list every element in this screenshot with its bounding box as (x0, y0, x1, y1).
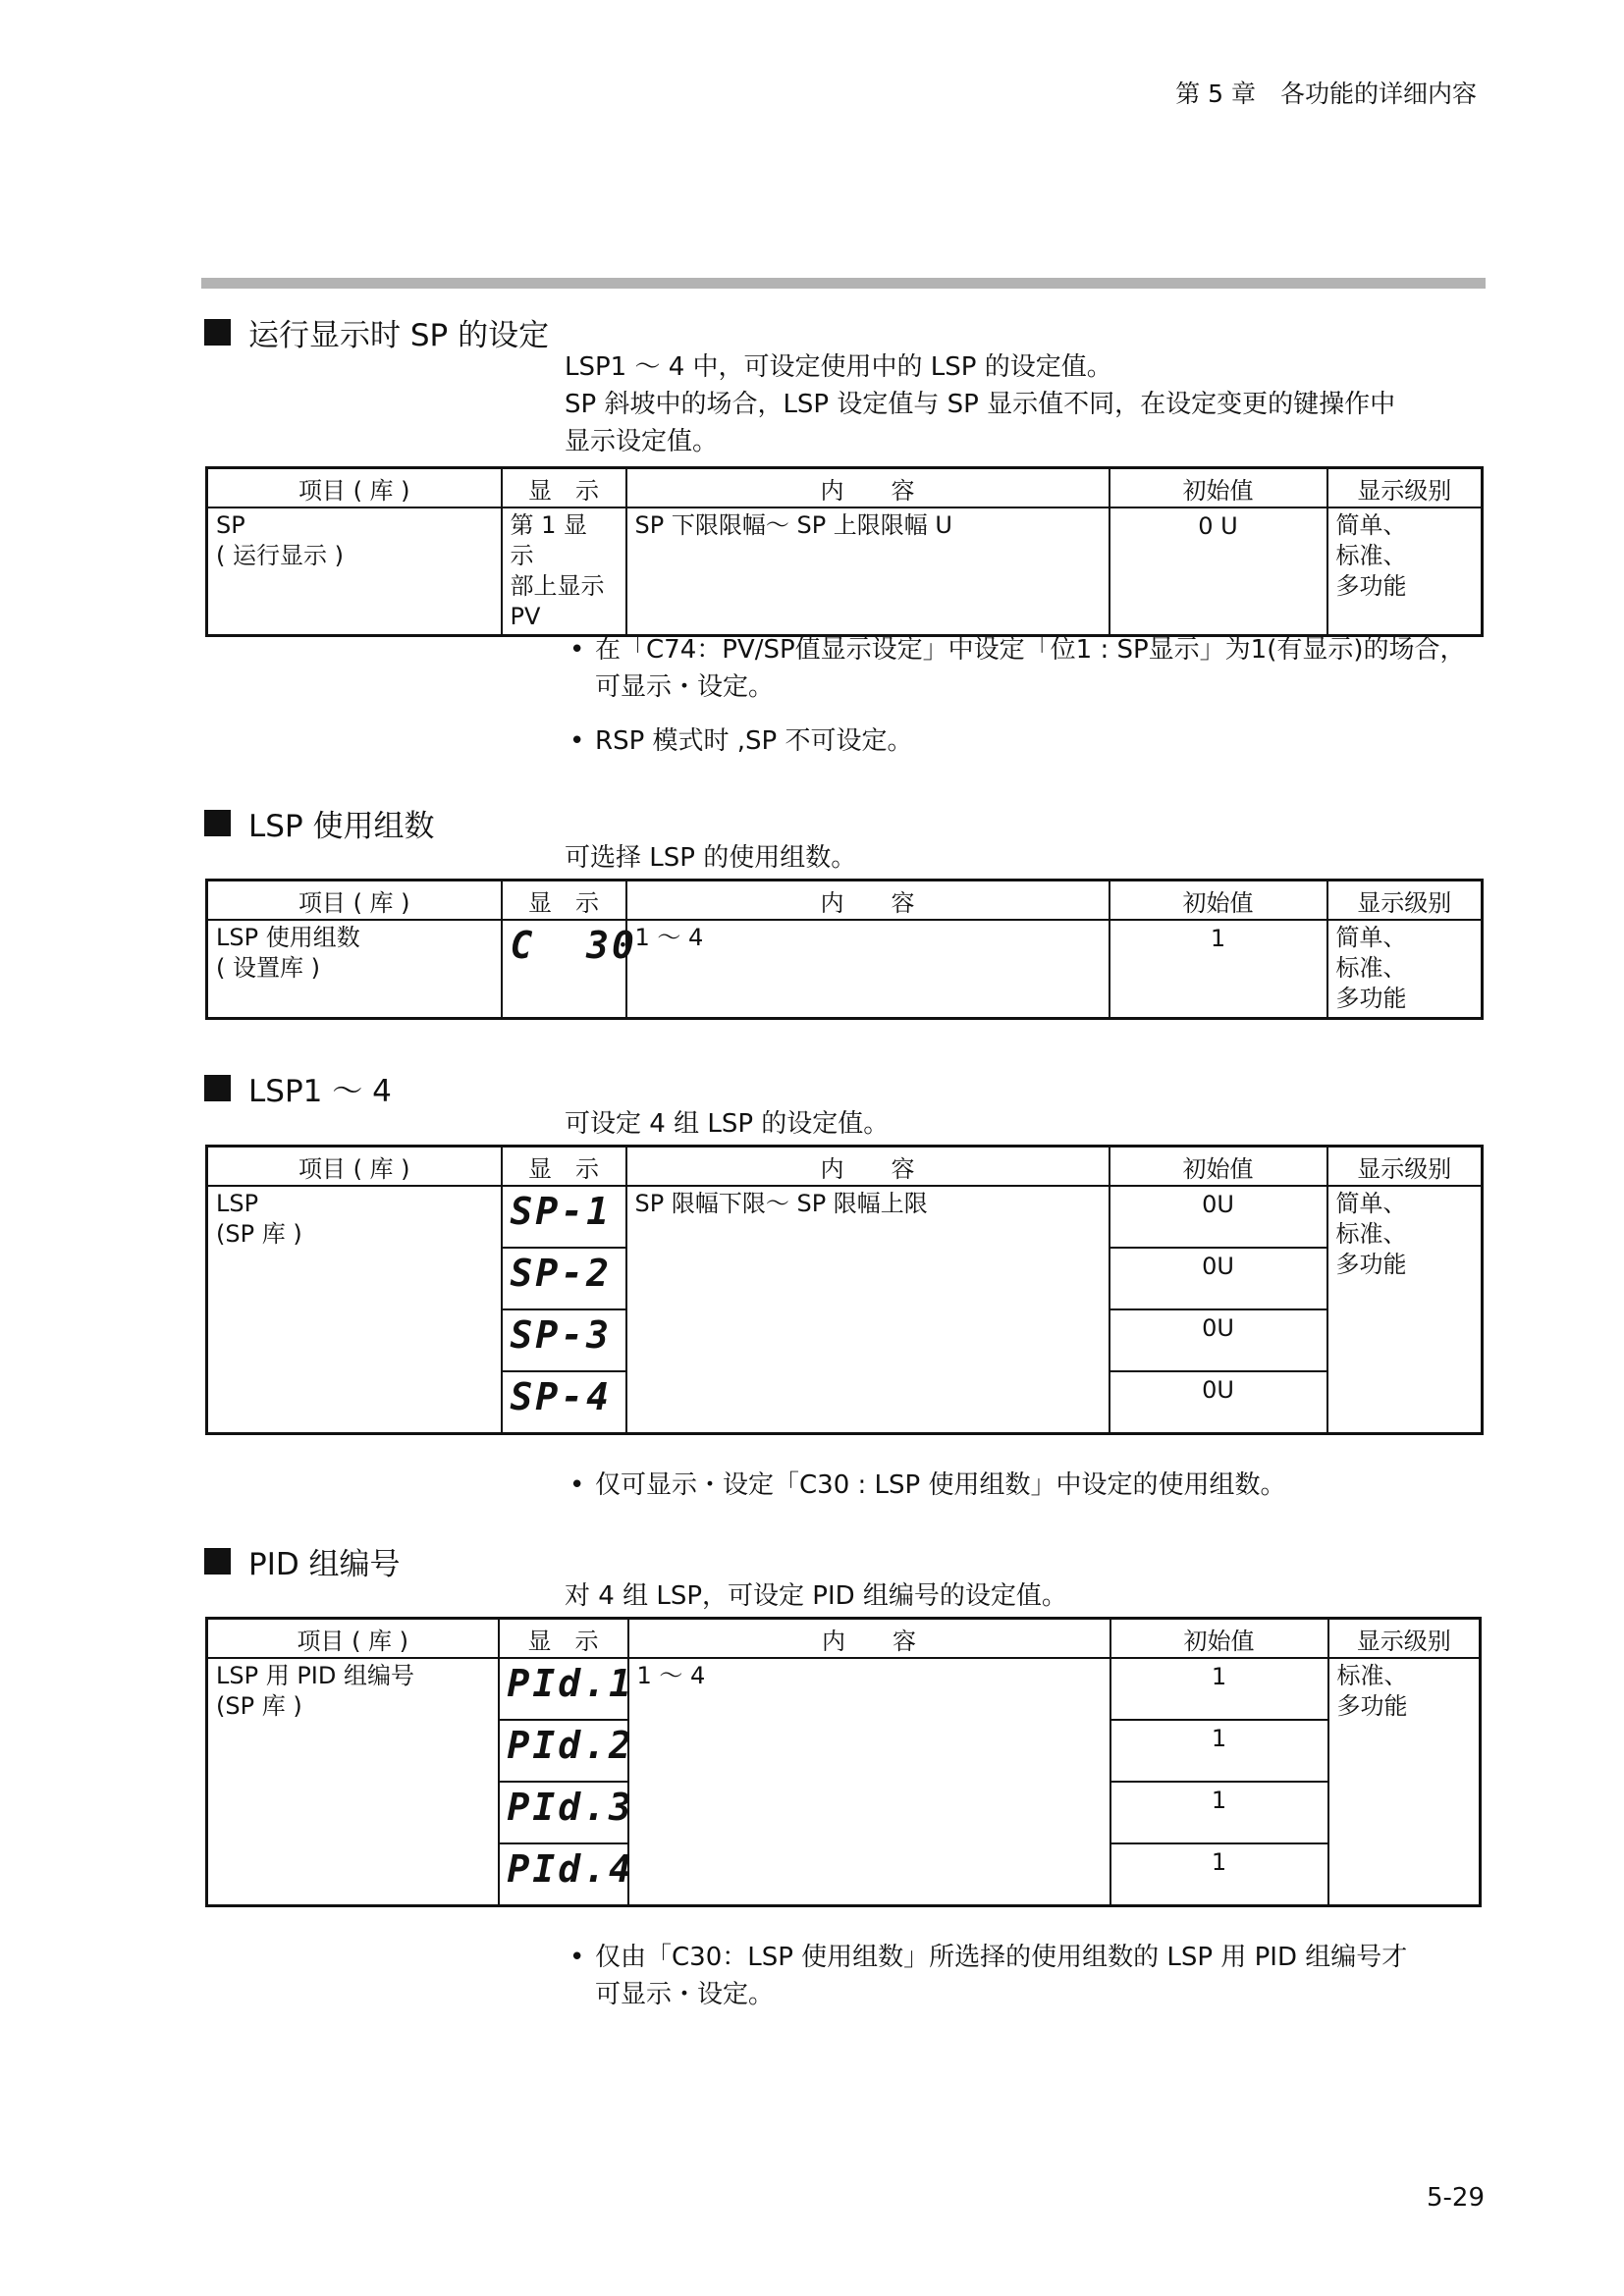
level-cell: 标准、 多功能 (1328, 1658, 1481, 1905)
content-cell: 1 ～ 4 (626, 920, 1110, 1018)
initial-cell: 1 (1110, 1658, 1328, 1720)
lcd-c30: C 30 (510, 924, 637, 967)
initial-cell: 0U (1110, 1248, 1327, 1309)
section-title-lsp1-4: LSP1 ～ 4 (204, 1066, 392, 1110)
s2-paragraph-1: 可选择 LSP 的使用组数。 (565, 843, 857, 873)
col-content: 内 容 (626, 468, 1110, 508)
display-cell (502, 1186, 626, 1248)
s4-note: • 仅由「C30：LSP 使用组数」所选择的使用组数的 LSP 用 PID 组编号才 可显示・设定。 (569, 1943, 1408, 2009)
col-display: 显 示 (502, 468, 626, 508)
table-header-row: 项目 ( 库 ) 显 示 内 容 初始值 显示级别 (207, 1619, 1481, 1659)
col-level: 显示级别 (1327, 468, 1483, 508)
display-cell (502, 1371, 626, 1433)
section-title-sp-run: 运行显示时 SP 的设定 (204, 310, 549, 354)
lcd-pid-2: PId.2 (507, 1724, 634, 1767)
s1-paragraph-1: LSP1 ～ 4 中，可设定使用中的 LSP 的设定值。 (565, 352, 1112, 382)
square-bullet-icon (204, 1548, 231, 1575)
display-cell (502, 920, 637, 1018)
square-bullet-icon (204, 319, 231, 346)
display-cell (499, 1843, 634, 1905)
table-row (207, 1658, 1481, 1720)
item-cell: SP ( 运行显示 ) (207, 507, 502, 636)
s1-paragraph-3: 显示设定值。 (565, 427, 719, 456)
table-header-row (207, 468, 1483, 508)
table-lsp1-4 (205, 1145, 1484, 1435)
content-cell: 1 ～ 4 (628, 1658, 1110, 1905)
col-initial: 初始值 (1110, 468, 1327, 508)
col-item: 项目 ( 库 ) (207, 468, 502, 508)
lcd-sp-2: SP-2 (510, 1252, 613, 1295)
lcd-pid-4: PId.4 (507, 1847, 634, 1891)
s3-paragraph-1: 可设定 4 组 LSP 的设定值。 (565, 1109, 890, 1139)
s1-note-1: • 在「C74：PV/SP值显示设定」中设定「位1 : SP显示」为1(有显示)的场合， 可显示・设定。 (569, 635, 1466, 702)
table-lsp-count (205, 879, 1484, 1020)
display-cell (499, 1658, 634, 1720)
item-cell: LSP (SP 库 ) (207, 1186, 502, 1433)
item-cell: LSP 使用组数 ( 设置库 ) (207, 920, 502, 1018)
square-bullet-icon (204, 810, 231, 836)
level-cell: 简单、 标准、 多功能 (1327, 920, 1483, 1018)
section-title-lsp-count: LSP 使用组数 (204, 801, 435, 845)
s1-note-2: • RSP 模式时 ,SP 不可设定。 (569, 726, 913, 756)
table-header-row: 项目 ( 库 ) 显 示 内 容 初始值 显示级别 (207, 1147, 1483, 1187)
display-cell (499, 1720, 634, 1782)
lcd-sp-3: SP-3 (510, 1313, 613, 1357)
table-sp-run (205, 466, 1484, 637)
table-pid-group (205, 1617, 1482, 1907)
display-cell (499, 1782, 634, 1843)
display-cell: 第 1 显 示 部上显示 PV (502, 507, 626, 636)
initial-cell: 0U (1110, 1309, 1327, 1371)
content-cell: SP 限幅下限～ SP 限幅上限 (626, 1186, 1110, 1433)
initial-cell: 1 (1110, 1782, 1328, 1843)
table-row (207, 1186, 1483, 1248)
initial-cell: 1 (1110, 1843, 1328, 1905)
page-number: 5-29 (1426, 2183, 1485, 2213)
lcd-sp-4: SP-4 (510, 1375, 613, 1418)
level-cell: 简单、 标准、 多功能 (1327, 507, 1483, 636)
chapter-header: 第 5 章 各功能的详细内容 (1175, 80, 1477, 108)
lcd-pid-1: PId.1 (507, 1662, 634, 1705)
initial-cell: 0 U (1110, 507, 1327, 636)
display-cell (502, 1248, 626, 1309)
initial-cell: 0U (1110, 1371, 1327, 1433)
display-cell (502, 1309, 626, 1371)
content-cell: SP 下限限幅～ SP 上限限幅 U (626, 507, 1110, 636)
initial-cell: 0U (1110, 1186, 1327, 1248)
table-row (207, 920, 1483, 1018)
level-cell: 简单、 标准、 多功能 (1327, 1186, 1483, 1433)
section-title-pid-group: PID 组编号 (204, 1539, 401, 1583)
section-divider (201, 278, 1486, 289)
initial-cell: 1 (1110, 1720, 1328, 1782)
initial-cell: 1 (1110, 920, 1327, 1018)
item-cell: LSP 用 PID 组编号 (SP 库 ) (207, 1658, 499, 1905)
lcd-sp-1: SP-1 (510, 1190, 613, 1233)
table-row (207, 507, 1483, 636)
s4-paragraph-1: 对 4 组 LSP，可设定 PID 组编号的设定值。 (565, 1581, 1067, 1611)
s1-paragraph-2: SP 斜坡中的场合，LSP 设定值与 SP 显示值不同，在设定变更的键操作中 (565, 390, 1396, 419)
square-bullet-icon (204, 1075, 231, 1101)
s3-note: • 仅可显示・设定「C30 : LSP 使用组数」中设定的使用组数。 (569, 1470, 1286, 1500)
lcd-pid-3: PId.3 (507, 1786, 634, 1829)
table-header-row: 项目 ( 库 ) 显 示 内 容 初始值 显示级别 (207, 881, 1483, 921)
